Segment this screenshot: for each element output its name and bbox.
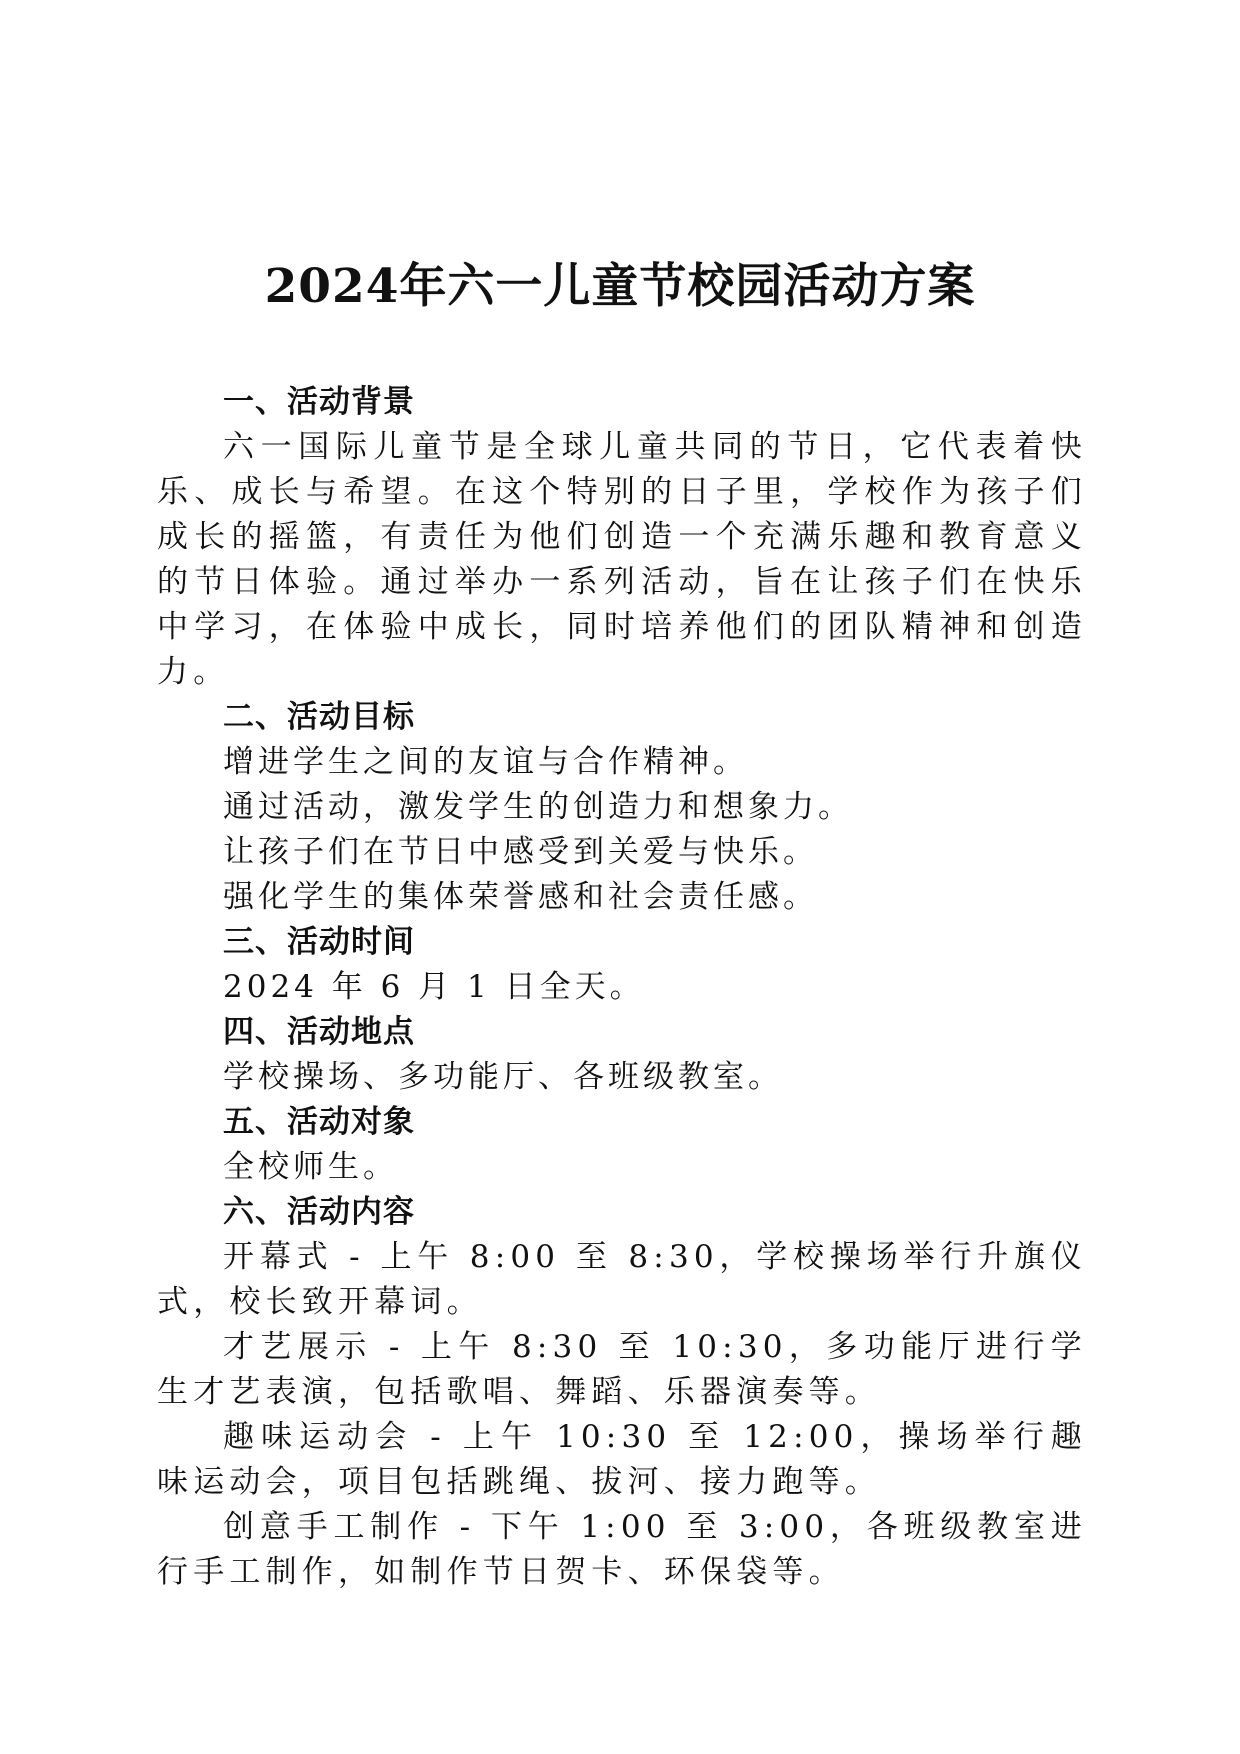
section-heading-participants: 五、活动对象 <box>223 1104 415 1140</box>
goal-item: 增进学生之间的友谊与合作精神。 <box>223 744 748 780</box>
section-heading-time: 三、活动时间 <box>223 924 415 960</box>
document-title: 2024年六一儿童节校园活动方案 <box>264 259 976 314</box>
document-body <box>157 380 1087 1595</box>
section-heading-location: 四、活动地点 <box>223 1014 415 1050</box>
content-item-sports: 趣味运动会 - 上午 10:30 至 12:00，操场举行趣味运动会，项目包括跳绳、拔河、接力跑等。 <box>157 1419 1087 1500</box>
section-heading-content: 六、活动内容 <box>223 1194 415 1230</box>
content-item-handicraft: 创意手工制作 - 下午 1:00 至 3:00，各班级教室进行手工制作，如制作节日贺卡、环保袋等。 <box>157 1509 1087 1590</box>
paragraph-time: 2024 年 6 月 1 日全天。 <box>223 969 645 1005</box>
content-item-opening: 开幕式 - 上午 8:00 至 8:30，学校操场举行升旗仪式，校长致开幕词。 <box>157 1239 1087 1320</box>
goal-item: 通过活动，激发学生的创造力和想象力。 <box>223 789 853 825</box>
section-heading-goals: 二、活动目标 <box>223 699 415 735</box>
paragraph-location: 学校操场、多功能厅、各班级教室。 <box>223 1059 783 1095</box>
section-heading-background: 一、活动背景 <box>223 384 415 420</box>
goal-item: 让孩子们在节日中感受到关爱与快乐。 <box>223 834 818 870</box>
goal-item: 强化学生的集体荣誉感和社会责任感。 <box>223 879 818 915</box>
paragraph-participants: 全校师生。 <box>223 1149 398 1185</box>
paragraph-background: 六一国际儿童节是全球儿童共同的节日，它代表着快乐、成长与希望。在这个特别的日子里，学校作为孩子们成长的摇篮，有责任为他们创造一个充满乐趣和教育意义的节日体验。通过举办一系列活动，旨在让孩子们在快乐中学习，在体验中成长，同时培养他们的团队精神和创造力。 <box>157 429 1087 690</box>
content-item-talent-show: 才艺展示 - 上午 8:30 至 10:30，多功能厅进行学生才艺表演，包括歌唱、舞蹈、乐器演奏等。 <box>157 1329 1087 1410</box>
